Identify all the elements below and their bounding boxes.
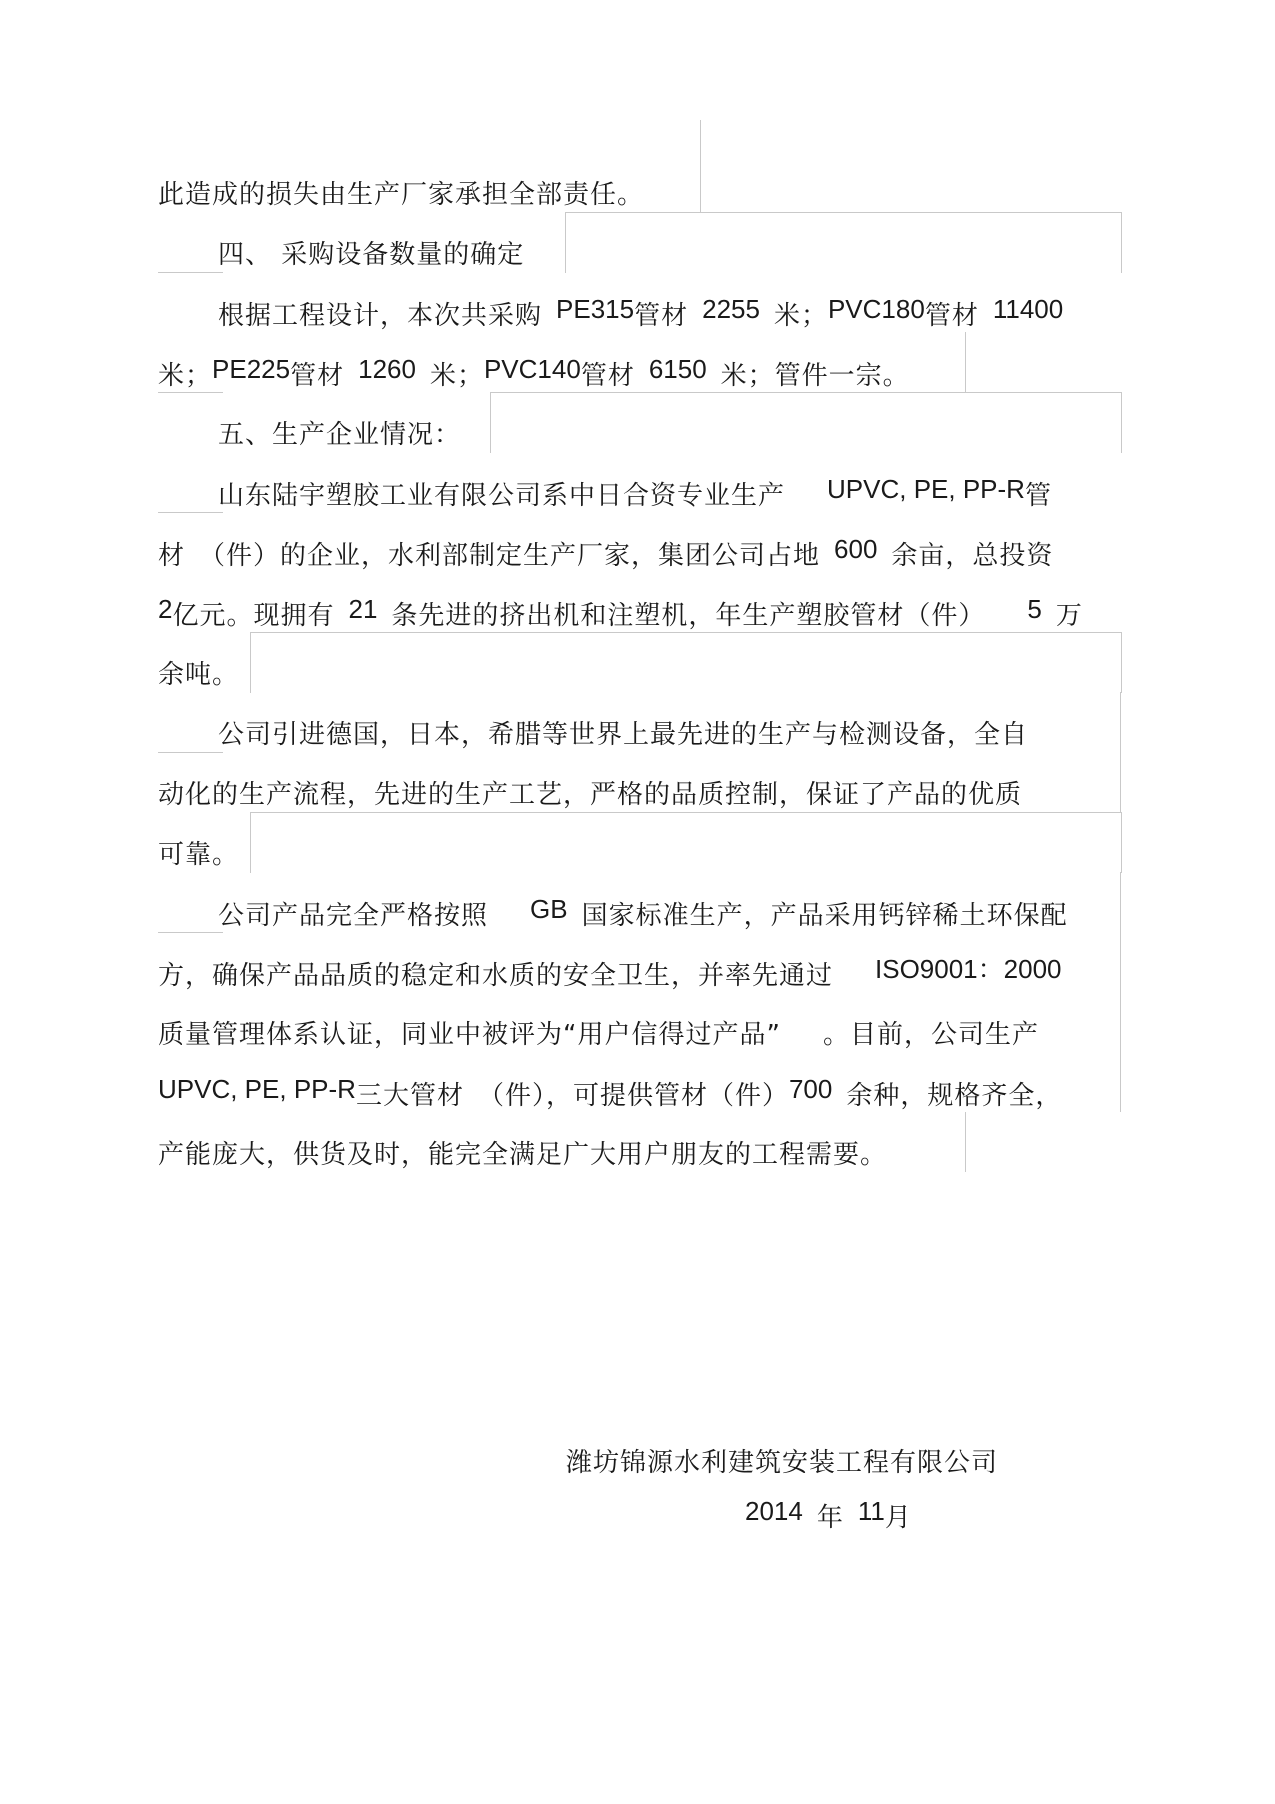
text-span: 2255: [702, 294, 760, 324]
text-line: [158, 1018, 1039, 1052]
frame-line: [1120, 872, 1121, 1112]
frame-line: [490, 392, 1122, 453]
text-line: [158, 594, 1083, 633]
text-span: 万: [1055, 601, 1083, 631]
text-span: 产能庞大，供货及时，能完全满足广大用户朋友的工程需要。: [158, 1140, 888, 1170]
text-span: 11: [857, 1496, 885, 1526]
text-span: 国家标准生产，产品采用钙锌稀土环保配: [581, 901, 1068, 931]
text-span: 余种，规格齐全，: [846, 1081, 1063, 1111]
signature-date: [745, 1496, 912, 1535]
text-span: 管材: [634, 301, 689, 331]
text-span: 。目前，公司生产: [822, 1020, 1039, 1050]
text-span: 管材: [924, 301, 979, 331]
text-span: 公司产品完全严格按照: [218, 901, 489, 931]
text-span: 米；: [158, 361, 213, 391]
text-span: 年: [816, 1503, 844, 1533]
frame-line: [158, 752, 223, 753]
frame-line: [965, 1112, 966, 1172]
text-line: [218, 474, 1052, 513]
text-span: 动化的生产流程，先进的生产工艺，严格的品质控制，保证了产品的优质: [158, 780, 1023, 810]
text-span: PE315: [556, 294, 635, 324]
text-span: 余吨。: [158, 660, 240, 690]
text-span: 管材: [290, 361, 345, 391]
text-span: UPVC, PE, PP-R: [827, 474, 1025, 504]
text-span: 可靠。: [158, 840, 240, 870]
text-line: [218, 894, 1068, 933]
text-span: 质量管理体系认证，同业中被评为“用户信得过产品”: [158, 1020, 781, 1050]
text-span: UPVC, PE, PP-R: [158, 1074, 356, 1104]
text-line: [158, 1138, 887, 1172]
text-span: 余亩，总投资: [891, 541, 1054, 571]
frame-line: [158, 512, 223, 513]
frame-line: [158, 932, 223, 933]
text-line: [158, 354, 910, 393]
frame-line: [250, 812, 1122, 873]
text-line: [218, 718, 1028, 752]
text-span: GB: [530, 894, 568, 924]
text-span: ISO9001：2000: [875, 954, 1062, 984]
frame-line: [158, 272, 223, 333]
text-line: [158, 838, 239, 872]
text-span: 1260: [358, 354, 416, 384]
text-span: 管: [1024, 481, 1052, 511]
frame-line: [250, 632, 1122, 693]
text-span: 月: [884, 1503, 912, 1533]
text-span: 2014: [745, 1496, 803, 1526]
text-line: [158, 778, 1022, 812]
text-span: 此造成的损失由生产厂家承担全部责任。: [158, 180, 645, 210]
text-span: 5: [1027, 594, 1042, 624]
text-span: 米；: [773, 301, 828, 331]
frame-line: [565, 212, 1122, 273]
text-span: 山东陆宇塑胶工业有限公司系中日合资专业生产: [218, 481, 786, 511]
text-line: [158, 658, 239, 692]
text-span: （件），可提供管材（件）: [477, 1081, 789, 1111]
text-span: 根据工程设计，本次共采购: [218, 301, 543, 331]
text-line: [158, 534, 1054, 573]
text-span: PVC140: [483, 354, 581, 384]
text-span: PE225: [212, 354, 291, 384]
text-span: 潍坊锦源水利建筑安装工程有限公司: [566, 1448, 999, 1478]
section-heading: [218, 238, 524, 272]
text-span: 四、 采购设备数量的确定: [218, 240, 525, 270]
text-span: 米；管件一宗。: [720, 361, 910, 391]
text-span: 方，确保产品品质的稳定和水质的安全卫生，并率先通过: [158, 961, 834, 991]
text-line: [218, 294, 1064, 333]
text-span: （件）的企业，水利部制定生产厂家，集团公司占地: [199, 541, 821, 571]
text-span: 公司引进德国，日本，希腊等世界上最先进的生产与检测设备，全自: [218, 720, 1029, 750]
text-span: 三大管材: [355, 1081, 464, 1111]
frame-line: [965, 332, 966, 392]
text-line: [158, 178, 644, 212]
text-span: 米；: [429, 361, 484, 391]
text-span: 6150: [648, 354, 707, 384]
text-line: [158, 954, 1062, 993]
signature-company: [566, 1446, 998, 1480]
text-span: 五、生产企业情况：: [218, 420, 462, 450]
frame-line: [700, 120, 701, 212]
text-span: 600: [834, 534, 878, 564]
text-span: 材: [158, 541, 186, 571]
text-span: 700: [788, 1074, 833, 1104]
text-span: PVC180: [827, 294, 925, 324]
text-span: 条先进的挤出机和注塑机，年生产塑胶管材（件）: [391, 601, 986, 631]
text-span: 管材: [580, 361, 635, 391]
text-line: [158, 1074, 1063, 1113]
text-span: 2: [158, 594, 173, 624]
text-span: 亿元。现拥有: [172, 601, 335, 631]
text-span: 11400: [992, 294, 1064, 324]
text-span: 21: [348, 594, 378, 624]
section-heading: [218, 418, 461, 452]
